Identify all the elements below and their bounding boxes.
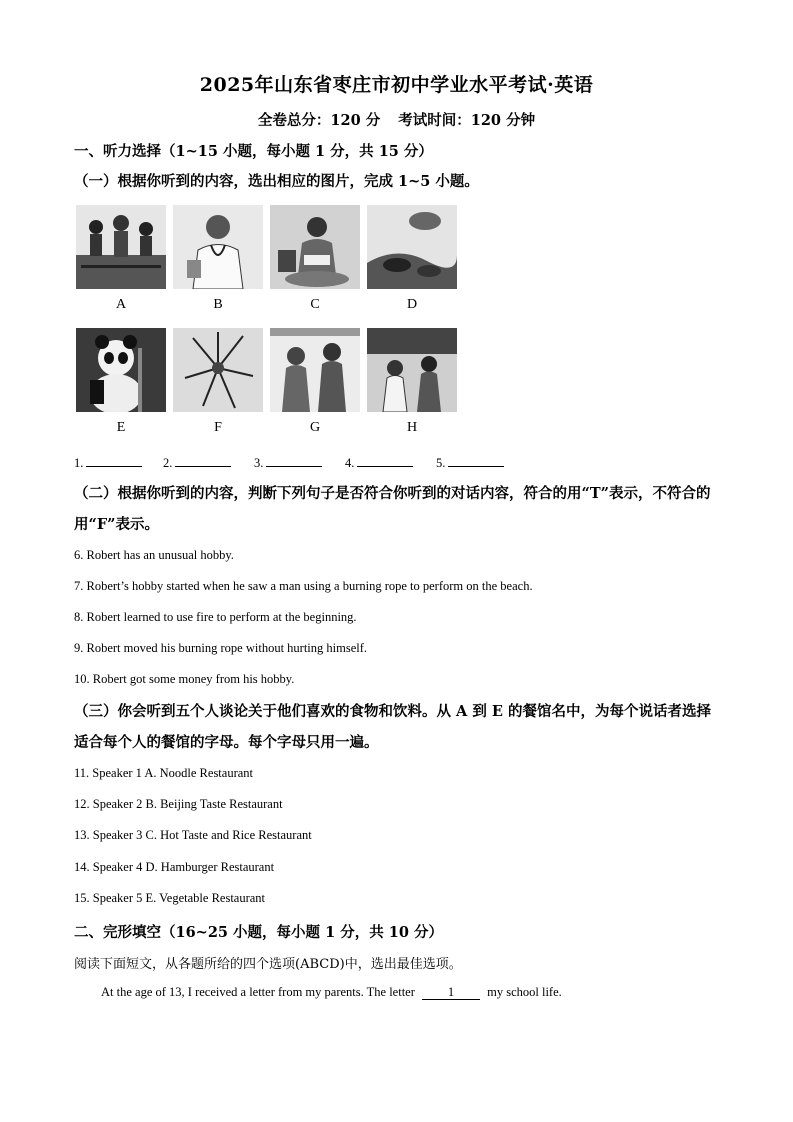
part1-sub1-instruction: （一）根据你听到的内容，选出相应的图片，完成 1~5 小题。	[74, 173, 479, 190]
question-item: 12. Speaker 2 B. Beijing Taste Restaurant	[74, 797, 283, 811]
fireworks-image	[173, 328, 263, 412]
picture-label-h: H	[406, 420, 418, 435]
picture-label-b: B	[213, 297, 223, 312]
student-reading-image	[270, 205, 360, 289]
family-photo-image	[76, 205, 166, 289]
picture-label-f: F	[214, 420, 222, 435]
question-item: 11. Speaker 1 A. Noodle Restaurant	[74, 766, 254, 780]
part1-sub2-instruction: （二）根据你听到的内容，判断下列句子是否符合你听到的对话内容，符合的用“T”表示，不符合的用“F”表示。	[74, 485, 711, 533]
people-talking-image	[270, 328, 360, 412]
picture-label-d: D	[406, 297, 418, 312]
animals-image	[367, 205, 457, 289]
panda-image	[76, 328, 166, 412]
exam-title: 2025年山东省枣庄市初中学业水平考试·英语	[199, 74, 594, 96]
part2-instruction: 阅读下面短文，从各题所给的四个选项(ABCD)中，选出最佳选项。	[74, 957, 462, 972]
question-item: 13. Speaker 3 C. Hot Taste and Rice Restaurant	[74, 828, 312, 842]
question-item: 9. Robert moved his burning rope without hurting himself.	[74, 641, 368, 655]
shop-scene-image	[367, 328, 457, 412]
picture-label-g: G	[309, 420, 321, 435]
answer-blank-4[interactable]: 4.	[345, 455, 413, 471]
total-score: 全卷总分：120 分	[257, 112, 381, 129]
question-item: 8. Robert learned to use fire to perform at the beginning.	[74, 610, 357, 624]
question-item: 15. Speaker 5 E. Vegetable Restaurant	[74, 891, 266, 905]
cloze-blank-1[interactable]: 1	[422, 985, 480, 1000]
picture-label-c: C	[310, 297, 320, 312]
picture-label-e: E	[116, 420, 126, 435]
cloze-passage: At the age of 13, I received a letter from my parents. The letter 1 my school life.	[101, 985, 562, 999]
part2-heading: 二、完形填空（16~25 小题，每小题 1 分，共 10 分）	[74, 924, 444, 941]
answer-blank-5[interactable]: 5.	[436, 455, 504, 471]
exam-time: 考试时间：120 分钟	[398, 112, 536, 129]
question-item: 10. Robert got some money from his hobby.	[74, 672, 295, 686]
exam-info	[0, 109, 793, 130]
question-item: 7. Robert’s hobby started when he saw a man using a burning rope to perform on the beach.	[74, 579, 533, 593]
question-item: 6. Robert has an unusual hobby.	[74, 548, 234, 562]
answer-blank-3[interactable]: 3.	[254, 455, 322, 471]
answer-blank-1[interactable]: 1.	[74, 455, 142, 471]
part1-sub3-instruction: （三）你会听到五个人谈论关于他们喜欢的食物和饮料。从 A 到 E 的餐馆名中，为每个说话者选择适合每个人的餐馆的字母。每个字母只用一遍。	[74, 703, 711, 751]
doctor-image	[173, 205, 263, 289]
picture-label-a: A	[115, 297, 127, 312]
answer-blank-2[interactable]: 2.	[163, 455, 231, 471]
part1-heading: 一、听力选择（1~15 小题，每小题 1 分，共 15 分）	[74, 143, 433, 160]
question-item: 14. Speaker 4 D. Hamburger Restaurant	[74, 860, 275, 874]
